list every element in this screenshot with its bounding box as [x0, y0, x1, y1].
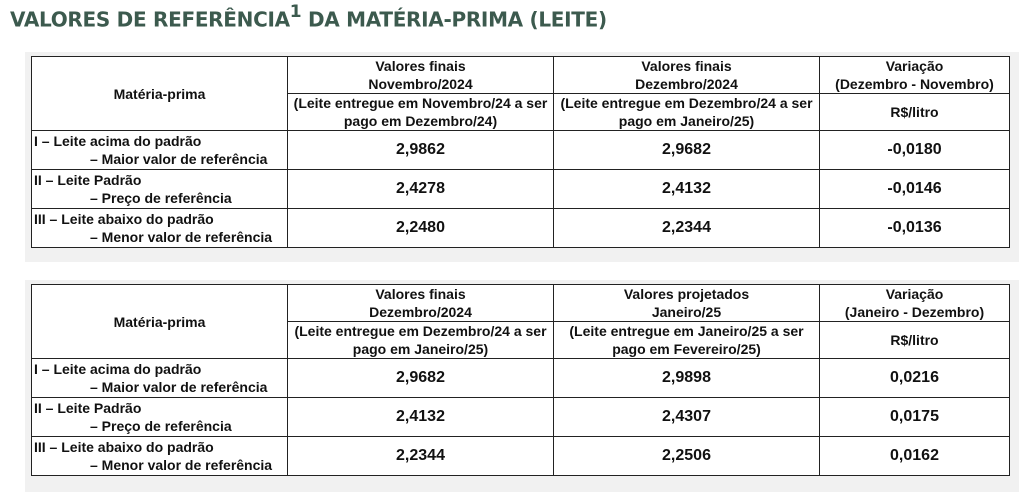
- header-col1-title: Valores finais: [375, 286, 466, 302]
- row-label: [32, 398, 288, 437]
- row-label-line1: I – Leite acima do padrão: [34, 133, 202, 149]
- header-col3-range: (Dezembro - Novembro): [835, 76, 994, 92]
- value-col2: 2,9682: [554, 131, 820, 170]
- value-variation: 0,0162: [820, 437, 1010, 476]
- row-label-line2: – Menor valor de referência: [90, 457, 273, 473]
- value-col2: 2,4132: [554, 170, 820, 209]
- header-col1-month: Novembro/2024: [368, 76, 473, 92]
- row-label-line1: III – Leite abaixo do padrão: [34, 439, 214, 455]
- header-col2-month: Janeiro/25: [651, 304, 722, 320]
- header-col3-range: (Janeiro - Dezembro): [844, 304, 985, 320]
- value-col1: 2,9862: [288, 131, 554, 170]
- header-col1-note: (Leite entregue em Dezembro/24 a ser pago em Janeiro/25): [288, 322, 554, 359]
- table-row: [32, 398, 1010, 437]
- header-materia-prima: Matéria-prima: [32, 57, 288, 131]
- reference-table-december-january: [31, 284, 1010, 476]
- value-col2: 2,4307: [554, 398, 820, 437]
- value-col1: 2,4278: [288, 170, 554, 209]
- table-row: [32, 359, 1010, 398]
- reference-table-panel-december-january: [25, 280, 1019, 492]
- row-label-line1: II – Leite Padrão: [34, 172, 142, 188]
- header-col1-title: Valores finais: [375, 58, 466, 74]
- table-row: [32, 209, 1010, 248]
- value-variation: -0,0146: [820, 170, 1010, 209]
- value-variation: 0,0175: [820, 398, 1010, 437]
- header-col2-month: Dezembro/2024: [635, 76, 738, 92]
- title-main: VALORES DE REFERÊNCIA: [10, 7, 290, 32]
- row-label-line2: – Menor valor de referência: [90, 229, 273, 245]
- header-col3-unit: R$/litro: [820, 322, 1010, 359]
- value-col1: 2,4132: [288, 398, 554, 437]
- header-col1: [288, 57, 554, 94]
- title-footnote-marker: 1: [289, 2, 302, 22]
- row-label-line1: III – Leite abaixo do padrão: [34, 211, 214, 227]
- header-row: [32, 285, 1010, 322]
- row-label-line2: – Maior valor de referência: [90, 379, 268, 395]
- header-col2-note: (Leite entregue em Dezembro/24 a ser pago em Janeiro/25): [554, 94, 820, 131]
- title-suffix: DA MATÉRIA-PRIMA (LEITE): [301, 7, 607, 32]
- table-row: [32, 170, 1010, 209]
- page-title: [10, 4, 607, 32]
- row-label-line1: II – Leite Padrão: [34, 400, 142, 416]
- value-variation: 0,0216: [820, 359, 1010, 398]
- header-materia-prima: Matéria-prima: [32, 285, 288, 359]
- header-col3-unit: R$/litro: [820, 94, 1010, 131]
- row-label: [32, 359, 288, 398]
- value-variation: -0,0136: [820, 209, 1010, 248]
- header-col2-title: Valores finais: [641, 58, 732, 74]
- reference-table-november-december: [31, 56, 1010, 248]
- value-col1: 2,2480: [288, 209, 554, 248]
- row-label: [32, 437, 288, 476]
- header-col2-note: (Leite entregue em Janeiro/25 a ser pago em Fevereiro/25): [554, 322, 820, 359]
- header-col2: [554, 285, 820, 322]
- row-label: [32, 209, 288, 248]
- header-col3: [820, 285, 1010, 322]
- value-col1: 2,9682: [288, 359, 554, 398]
- table-row: [32, 437, 1010, 476]
- header-col3-title: Variação: [885, 58, 944, 74]
- row-label-line2: – Preço de referência: [90, 190, 232, 206]
- header-col1: [288, 285, 554, 322]
- row-label-line1: I – Leite acima do padrão: [34, 361, 202, 377]
- row-label-line2: – Preço de referência: [90, 418, 232, 434]
- header-col2: [554, 57, 820, 94]
- row-label: [32, 170, 288, 209]
- header-col3: [820, 57, 1010, 94]
- header-col3-title: Variação: [885, 286, 944, 302]
- row-label: [32, 131, 288, 170]
- value-col2: 2,2344: [554, 209, 820, 248]
- row-label-line2: – Maior valor de referência: [90, 151, 268, 167]
- table-row: [32, 131, 1010, 170]
- header-col2-title: Valores projetados: [623, 286, 750, 302]
- value-col2: 2,2506: [554, 437, 820, 476]
- header-row: [32, 57, 1010, 94]
- value-col2: 2,9898: [554, 359, 820, 398]
- header-col1-note: (Leite entregue em Novembro/24 a ser pago em Dezembro/24): [288, 94, 554, 131]
- reference-table-panel-november-december: [25, 52, 1019, 262]
- header-col1-month: Dezembro/2024: [369, 304, 472, 320]
- value-variation: -0,0180: [820, 131, 1010, 170]
- value-col1: 2,2344: [288, 437, 554, 476]
